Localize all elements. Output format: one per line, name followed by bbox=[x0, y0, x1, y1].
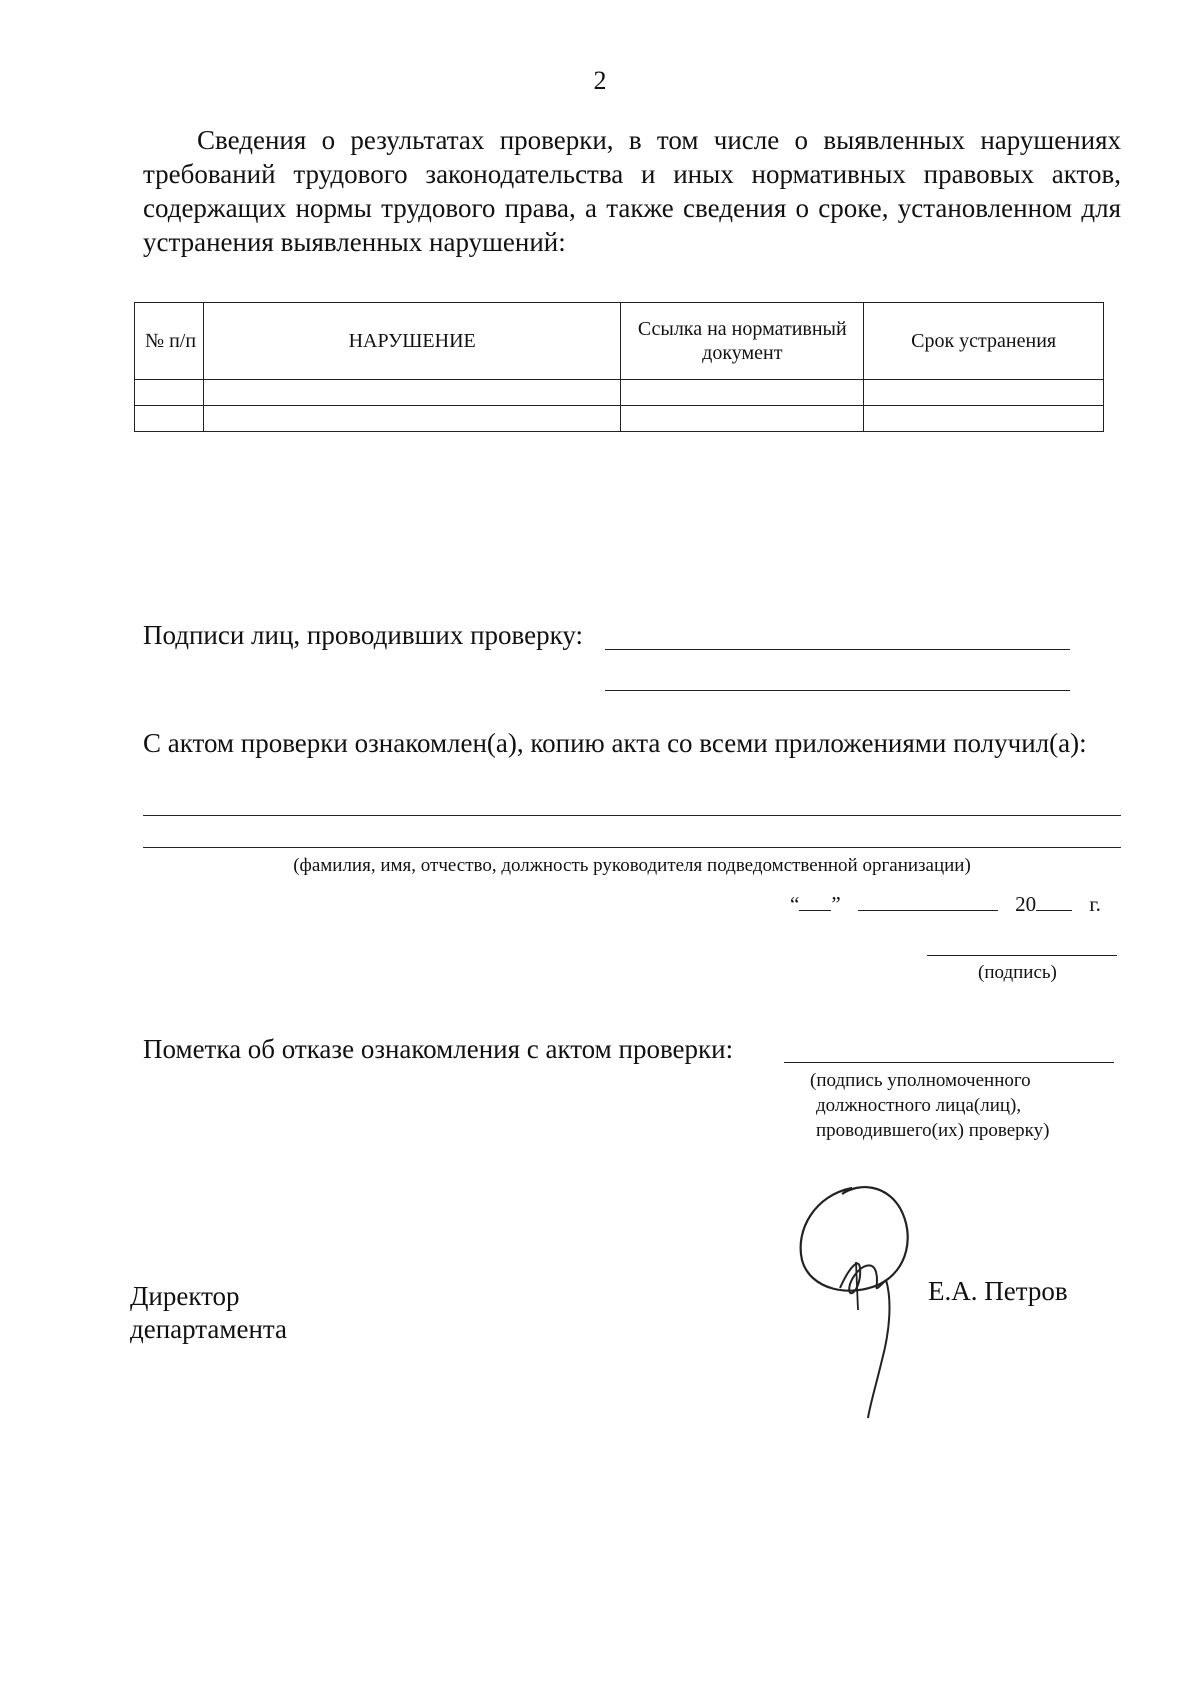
header-num: № п/п bbox=[135, 303, 204, 380]
table-header-row bbox=[135, 303, 1104, 380]
director-title bbox=[130, 1280, 287, 1346]
fio-caption: (фамилия, имя, отчество, должность руководителя подведомственной организации) bbox=[293, 855, 971, 876]
acknowledgement-text: С актом проверки ознакомлен(а), копию акта со всеми приложениями получил(а): bbox=[143, 728, 1087, 758]
day-blank bbox=[799, 890, 831, 911]
cell-num bbox=[135, 380, 204, 406]
violations-table bbox=[134, 302, 1104, 432]
signature-line-1 bbox=[605, 649, 1070, 650]
refusal-caption bbox=[810, 1068, 1130, 1143]
refusal-caption-line-1: (подпись уполномоченного bbox=[810, 1070, 1031, 1091]
year-blank bbox=[1036, 890, 1072, 911]
table-row bbox=[135, 380, 1104, 406]
header-reference: Ссылка на нормативный документ bbox=[621, 303, 864, 380]
cell-reference bbox=[621, 406, 864, 432]
table-row bbox=[135, 406, 1104, 432]
cell-num bbox=[135, 406, 204, 432]
acknowledgement-signature-line bbox=[927, 955, 1117, 956]
refusal-caption-line-3: проводившего(их) проверку) bbox=[816, 1120, 1050, 1141]
year-suffix: г. bbox=[1089, 892, 1101, 916]
refusal-caption-line-2: должностного лица(лиц), bbox=[816, 1095, 1022, 1116]
director-name: Е.А. Петров bbox=[928, 1276, 1068, 1306]
director-title-line-2: департамента bbox=[130, 1314, 288, 1344]
month-blank bbox=[858, 890, 998, 911]
cell-violation bbox=[203, 406, 621, 432]
signatures-label: Подписи лиц, проводивших проверку: bbox=[143, 620, 583, 650]
cell-violation bbox=[203, 380, 621, 406]
fio-line-1 bbox=[143, 815, 1121, 816]
fio-line-2 bbox=[143, 847, 1121, 848]
director-title-line-1: Директор bbox=[130, 1281, 240, 1311]
page-number: 2 bbox=[593, 66, 607, 95]
intro-paragraph: Сведения о результатах проверки, в том числе о выявленных нарушениях требований трудового законодательства и иных нормативных правовых актов, содержащих нормы трудового права, а также сведения о сроке, установленном для устранения выявленных нарушений: bbox=[143, 125, 1121, 257]
year-prefix: 20 bbox=[1015, 892, 1037, 916]
cell-deadline bbox=[864, 406, 1104, 432]
date-open-quote: “ bbox=[790, 892, 800, 916]
signature-caption: (подпись) bbox=[978, 962, 1057, 983]
date-close-quote: ” bbox=[831, 892, 841, 916]
refusal-signature-line bbox=[784, 1062, 1114, 1063]
header-deadline: Срок устранения bbox=[864, 303, 1104, 380]
handwritten-signature bbox=[790, 1180, 950, 1420]
cell-reference bbox=[621, 380, 864, 406]
refusal-label: Пометка об отказе ознакомления с актом проверки: bbox=[143, 1034, 734, 1064]
header-violation: НАРУШЕНИЕ bbox=[203, 303, 621, 380]
signature-line-2 bbox=[605, 690, 1070, 691]
date-row bbox=[790, 890, 1101, 917]
cell-deadline bbox=[864, 380, 1104, 406]
